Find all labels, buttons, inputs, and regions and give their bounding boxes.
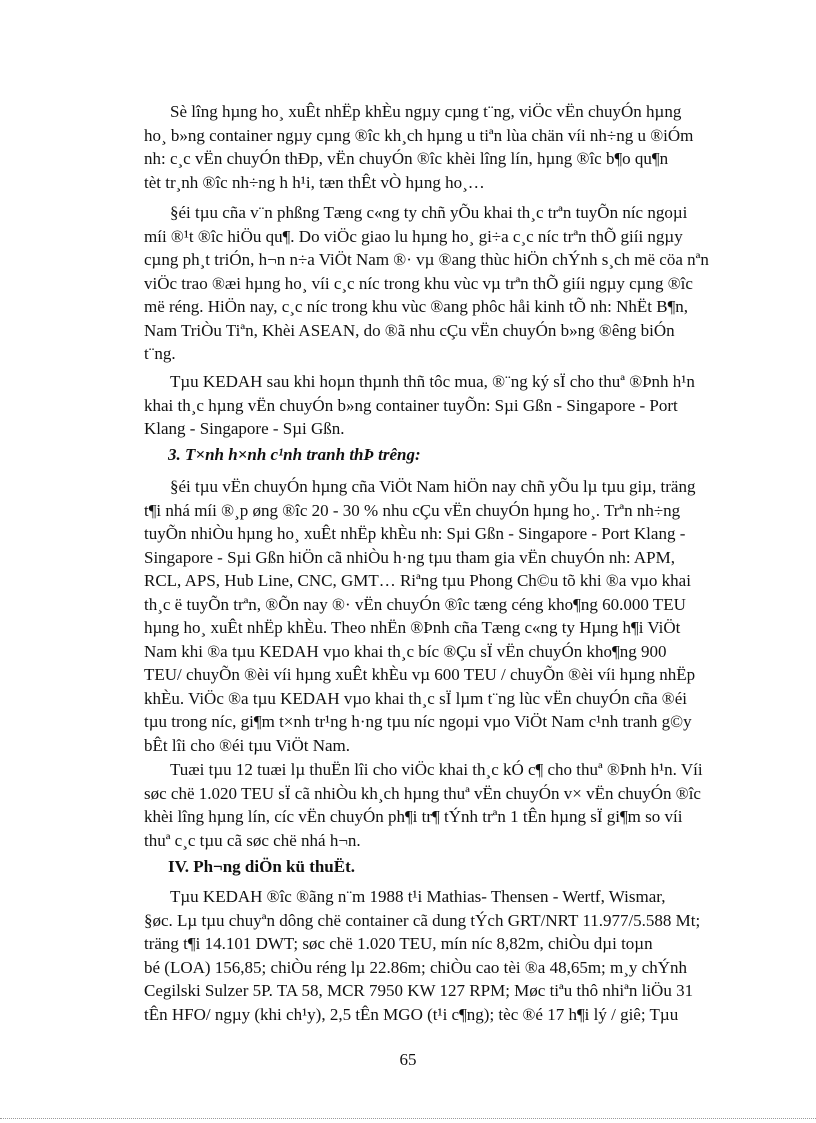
text-line: Tuæi tµu 12 tuæi lµ thuËn lîi cho viÖc khai th¸c kÓ c¶ cho thuª ®Þnh h¹n. Víi — [170, 760, 703, 779]
text-line: RCL, APS, Hub Line, CNC, GMT… Riªng tµu Phong Ch©u tõ khi ®a vµo khai — [144, 571, 691, 590]
page-number: 65 — [399, 1050, 417, 1069]
text-line: tèt tr¸nh ®îc nh÷ng h h¹i, tæn thÊt vÒ hµng ho¸… — [144, 172, 485, 192]
paragraph-2 — [144, 201, 770, 366]
text-line: bÊt lîi cho ®éi tµu ViÖt Nam. — [144, 735, 350, 755]
paragraph-4 — [144, 475, 770, 757]
text-line: Tµu KEDAH ®îc ®ãng n¨m 1988 t¹i Mathias- Thensen - Wertf, Wismar, — [170, 887, 666, 906]
text-line: §øc. Lµ tµu chuyªn dông chë container cã dung tÝch GRT/NRT 11.977/5.588 Mt; — [144, 910, 701, 930]
text-line: khèi lîng hµng lín, cíc vËn chuyÓn ph¶i tr¶ tÝnh trªn 1 tÊn hµng sÏ gi¶m so víi — [144, 807, 683, 826]
text-line: khÈu. ViÖc ®a tµu KEDAH vµo khai th¸c sÏ lµm t¨ng lùc vËn chuyÓn cña ®éi — [144, 688, 687, 708]
text-line: Sè lîng hµng ho¸ xuÊt nhËp khÈu ngµy cµng t¨ng, viÖc vËn chuyÓn hµng — [170, 102, 682, 121]
text-line: nh: c¸c vËn chuyÓn thÐp, vËn chuyÓn ®îc khèi lîng lín, hµng ®îc b¶o qu¶n — [144, 149, 669, 168]
text-line: tuyÕn nhiÒu hµng ho¸ xuÊt nhËp khÈu nh: Sµi Gßn - Singapore - Port Klang - — [144, 524, 686, 543]
text-line: Cegilski Sulzer 5P. TA 58, MCR 7950 KW 127 RPM; Møc tiªu thô nhiªn liÖu 31 — [144, 981, 694, 1000]
text-line: Nam TriÒu Tiªn, Khèi ASEAN, do ®ã nhu cÇu vËn chuyÓn b»ng ®êng biÓn — [144, 320, 675, 340]
paragraph-5 — [144, 758, 770, 852]
paragraph-3 — [144, 370, 770, 441]
text-line: cµng ph¸t triÓn, h¬n n÷a ViÖt Nam ®· vµ ®ang thùc hiÖn chÝnh s¸ch më cöa nªn — [144, 250, 709, 269]
section-heading-3: 3. T×nh h×nh c¹nh tranh thÞ trêng: — [168, 445, 421, 464]
text-line: §éi tµu vËn chuyÓn hµng cña ViÖt Nam hiÖn nay chñ yÕu lµ tµu giµ, träng — [170, 477, 696, 496]
text-line: bé (LOA) 156,85; chiÒu réng lµ 22.86m; chiÒu cao tèi ®a 48,65m; m¸y chÝnh — [144, 957, 687, 977]
text-line: míi ®¹t ®îc hiÖu qu¶. Do viÖc giao lu hµng ho¸ gi÷a c¸c níc trªn thÕ giíi ngµy — [144, 226, 683, 246]
text-line: TEU/ chuyÕn ®èi víi hµng xuÊt khÈu vµ 600 TEU / chuyÕn ®èi víi hµng nhËp — [144, 665, 696, 684]
text-line: viÖc trao ®æi hµng ho¸ víi c¸c níc trong khu vùc vµ trªn thÕ giíi ngµy cµng ®îc — [144, 273, 693, 293]
text-line: Nam khi ®a tµu KEDAH vµo khai th¸c bíc ®Çu sÏ vËn chuyÓn kho¶ng 900 — [144, 641, 667, 661]
text-line: Tµu KEDAH sau khi hoµn thµnh thñ tôc mua, ®¨ng ký sÏ cho thuª ®Þnh h¹n — [170, 372, 695, 391]
page-bottom-rule — [0, 1118, 816, 1119]
paragraph-6 — [144, 885, 770, 1026]
paragraph-1 — [144, 100, 770, 194]
section-heading-4: IV. Ph¬ng diÖn kü thuËt. — [168, 857, 356, 876]
text-line: t¶i nhá míi ®¸p øng ®îc 20 - 30 % nhu cÇu vËn chuyÓn hµng ho¸. Trªn nh÷ng — [144, 500, 681, 520]
text-line: t¨ng. — [144, 344, 176, 363]
text-line: khai th¸c hµng vËn chuyÓn b»ng container tuyÕn: Sµi Gßn - Singapore - Port — [144, 395, 678, 415]
text-line: søc chë 1.020 TEU sÏ cã nhiÒu kh¸ch hµng thuª vËn chuyÓn v× vËn chuyÓn ®îc — [144, 783, 701, 803]
text-line: tÊn HFO/ ngµy (khi ch¹y), 2,5 tÊn MGO (t¹i c¶ng); tèc ®é 17 h¶i lý / giê; Tµu — [144, 1004, 679, 1024]
text-line: §éi tµu cña v¨n phßng Tæng c«ng ty chñ yÕu khai th¸c trªn tuyÕn níc ngoµi — [170, 203, 688, 222]
text-line: th¸c ë tuyÕn trªn, ®Õn nay ®· vËn chuyÓn ®îc tæng céng kho¶ng 60.000 TEU — [144, 594, 686, 614]
text-line: Singapore - Sµi Gßn hiÖn cã nhiÒu h·ng tµu tham gia vËn chuyÓn nh: APM, — [144, 547, 675, 567]
text-line: thuª c¸c tµu cã søc chë nhá h¬n. — [144, 830, 361, 850]
text-line: Klang - Singapore - Sµi Gßn. — [144, 419, 345, 438]
text-line: më réng. HiÖn nay, c¸c níc trong khu vùc ®ang phôc håi kinh tÕ nh: NhËt B¶n, — [144, 297, 689, 316]
text-line: tµu trong níc, gi¶m t×nh tr¹ng h·ng tµu níc ngoµi vµo ViÖt Nam c¹nh tranh g©y — [144, 712, 692, 731]
text-line: ho¸ b»ng container ngµy cµng ®îc kh¸ch hµng u tiªn lùa chän víi nh÷ng u ®iÓm — [144, 125, 694, 145]
text-line: hµng ho¸ xuÊt nhËp khÈu. Theo nhËn ®Þnh cña Tæng c«ng ty Hµng h¶i ViÖt — [144, 618, 681, 637]
text-line: träng t¶i 14.101 DWT; søc chë 1.020 TEU, mín níc 8,82m, chiÒu dµi toµn — [144, 934, 653, 953]
